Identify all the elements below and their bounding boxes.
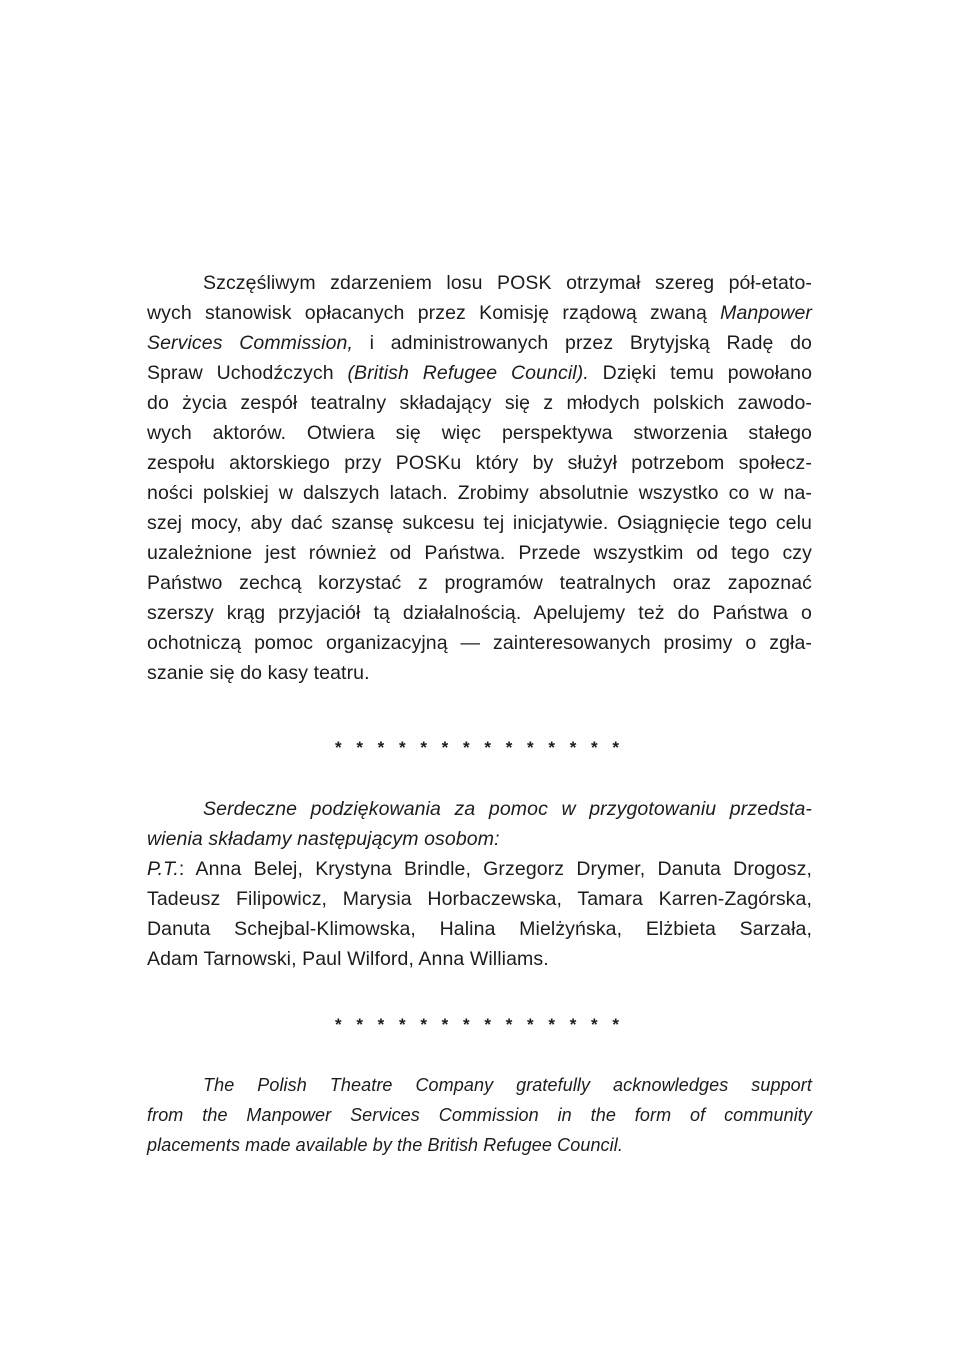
italic-text: P.T. <box>147 858 179 880</box>
text-line: do życia zespół teatralny składający się z młodych polskich zawodo- <box>147 392 812 414</box>
italic-text: wienia składamy następującym osobom: <box>147 828 500 850</box>
text-line: Państwo zechcą korzystać z programów teatralnych oraz zapoznać <box>147 572 812 594</box>
italic-text: placements made available by the British Refugee Council. <box>147 1135 623 1155</box>
paragraph-acknowledgements-english <box>147 1070 812 1160</box>
italic-text: The Polish Theatre Company gratefully acknowledges support <box>203 1075 812 1095</box>
text-line <box>147 298 812 328</box>
paragraph-acknowledgements-polish <box>147 794 812 974</box>
text-line <box>147 1100 812 1130</box>
text-line: ności polskiej w dalszych latach. Zrobimy absolutnie wszystko co w na- <box>147 482 812 504</box>
text-line: Adam Tarnowski, Paul Wilford, Anna Williams. <box>147 948 549 970</box>
text-line: Tadeusz Filipowicz, Marysia Horbaczewska, Tamara Karren-Zagórska, <box>147 888 812 910</box>
separator-asterisks: * * * * * * * * * * * * * * <box>334 738 625 757</box>
text-line: szerszy krąg przyjaciół tą działalnością. Apelujemy też do Państwa o <box>147 602 812 624</box>
text-segment: i administrowanych przez Brytyjską Radę do <box>353 332 812 354</box>
text-line <box>147 1070 812 1100</box>
italic-text: Manpower <box>720 302 812 324</box>
italic-text: (British Refugee Council). <box>347 362 589 384</box>
text-line: szej mocy, aby dać szansę sukcesu tej inicjatywie. Osiągnięcie tego celu <box>147 512 812 534</box>
text-line: Szczęśliwym zdarzeniem losu POSK otrzymał szereg pół-etato- <box>203 272 812 294</box>
text-line: uzależnione jest również od Państwa. Przede wszystkim od tego czy <box>147 542 812 564</box>
text-line <box>147 328 812 358</box>
italic-text: Serdeczne podziękowania za pomoc w przygotowaniu przedsta- <box>203 798 812 820</box>
italic-text: Services Commission, <box>147 332 353 354</box>
text-segment: wych stanowisk opłacanych przez Komisję rządową zwaną <box>147 302 721 324</box>
text-segment: Spraw Uchodźczych <box>147 362 348 384</box>
italic-text: from the Manpower Services Commission in the form of community <box>147 1105 812 1125</box>
paragraph-posk-theatre <box>147 268 812 688</box>
text-line: ochotniczą pomoc organizacyjną — zainteresowanych prosimy o zgła- <box>147 632 812 654</box>
text-segment: : Anna Belej, Krystyna Brindle, Grzegorz Drymer, Danuta Drogosz, <box>178 858 812 880</box>
text-segment: Dzięki temu powołano <box>588 362 813 384</box>
text-line <box>147 1130 812 1160</box>
text-line <box>147 824 812 854</box>
separator-asterisks: * * * * * * * * * * * * * * <box>334 1015 625 1034</box>
text-line: Danuta Schejbal-Klimowska, Halina Mielżyńska, Elżbieta Sarzała, <box>147 918 812 940</box>
text-line <box>147 854 812 884</box>
text-line: wych aktorów. Otwiera się więc perspektywa stworzenia stałego <box>147 422 812 444</box>
text-line <box>147 794 812 824</box>
text-line: zespołu aktorskiego przy POSKu który by służył potrzebom społecz- <box>147 452 812 474</box>
text-line <box>147 358 812 388</box>
text-line: szanie się do kasy teatru. <box>147 662 370 684</box>
